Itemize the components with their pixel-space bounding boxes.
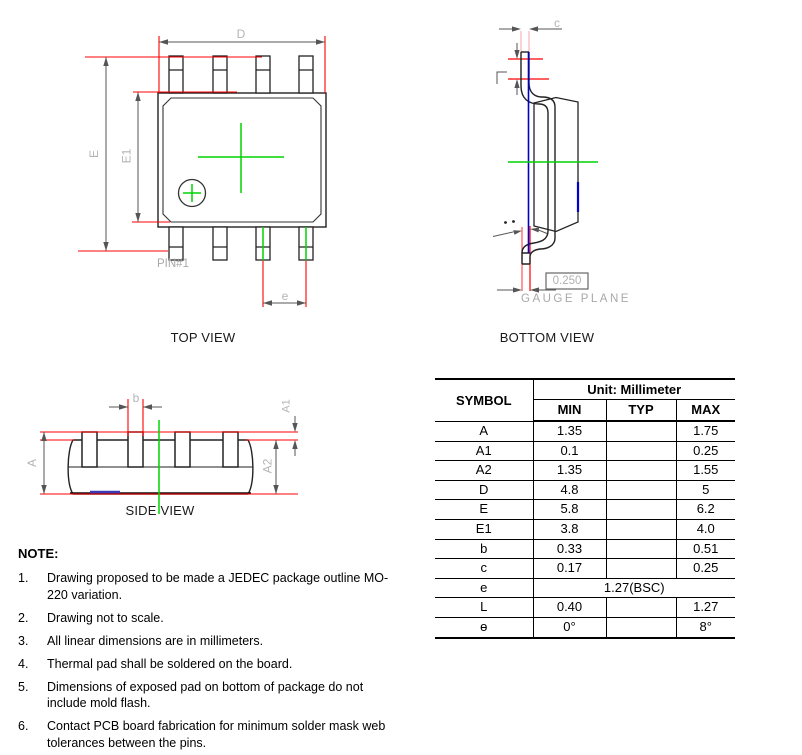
dim-label-e: e [281, 289, 289, 303]
cell-symbol: D [435, 480, 533, 500]
note-text [47, 718, 407, 751]
cell-max: 8° [676, 617, 735, 637]
cell-min: 0.40 [533, 598, 606, 618]
note-line: include mold flash. [47, 696, 151, 710]
side-view-drawing [40, 399, 298, 514]
cell-symbol: A [435, 421, 533, 441]
cell-max: 5 [676, 480, 735, 500]
cell-typ [606, 598, 676, 618]
dim-label-A1: A1 [280, 399, 293, 413]
bottom-pins [169, 227, 313, 260]
cell-typ [606, 519, 676, 539]
notes-section [18, 546, 430, 755]
note-line: tolerances between the pins. [47, 735, 207, 750]
cell-max: 1.75 [676, 421, 735, 441]
table-row [435, 500, 735, 520]
note-line: Dimensions of exposed pad on bottom of package do not [47, 679, 364, 694]
package-body-outline [158, 93, 326, 227]
cell-max: 0.25 [676, 441, 735, 461]
note-item [18, 570, 430, 603]
note-line: Drawing proposed to be made a JEDEC package outline MO- [47, 571, 389, 585]
note-number: 4. [18, 656, 29, 671]
gauge-value: 0.250 [552, 275, 582, 287]
top-view-title: TOP VIEW [170, 330, 236, 345]
pin1-label: PIN#1 [157, 258, 189, 270]
note-text [47, 610, 407, 627]
table-row [435, 441, 735, 461]
cell-min: 4.8 [533, 480, 606, 500]
cell-symbol: e [435, 578, 533, 598]
note-number: 3. [18, 633, 29, 648]
table-row [435, 559, 735, 579]
cell-min: 0.33 [533, 539, 606, 559]
cell-symbol: E1 [435, 519, 533, 539]
note-item [18, 633, 430, 650]
cell-min: 0.17 [533, 559, 606, 579]
cell-typ [606, 461, 676, 481]
cell-max: 4.0 [676, 519, 735, 539]
bottom-view-title: BOTTOM VIEW [499, 330, 595, 345]
note-line: All linear dimensions are in millimeters. [47, 633, 264, 648]
cell-typ [606, 441, 676, 461]
table-header-max: MAX [676, 400, 735, 422]
cell-max: 6.2 [676, 500, 735, 520]
note-line: 220 variation. [47, 587, 123, 602]
cell-min: 1.35 [533, 461, 606, 481]
side-view-title: SIDE VIEW [125, 503, 195, 518]
dim-label-b: b [132, 391, 140, 405]
table-row [435, 421, 735, 441]
top-view-drawing [78, 36, 326, 307]
table-row [435, 519, 735, 539]
gauge-plane-label: GAUGE PLANE [521, 293, 631, 305]
table-row [435, 539, 735, 559]
table-row [435, 617, 735, 637]
dim-label-D: D [236, 27, 246, 41]
l-dimension [497, 43, 520, 95]
table-header-min: MIN [533, 400, 606, 422]
cell-min: 0° [533, 617, 606, 637]
cell-symbol: L [435, 598, 533, 618]
cell-typ [606, 617, 676, 637]
cell-typ [606, 559, 676, 579]
cell-max: 1.55 [676, 461, 735, 481]
note-number: 6. [18, 719, 29, 733]
cell-min: 3.8 [533, 519, 606, 539]
bottom-body-outline [534, 98, 578, 232]
cell-typ [606, 480, 676, 500]
table-header-unit: Unit: Millimeter [533, 379, 735, 400]
cell-max: 0.25 [676, 559, 735, 579]
top-pins [169, 56, 313, 93]
cell-typ [606, 539, 676, 559]
note-item [18, 718, 430, 751]
dim-label-E: E [87, 149, 102, 159]
cell-symbol: A2 [435, 461, 533, 481]
note-number: 2. [18, 610, 29, 625]
notes-heading: NOTE: [18, 546, 59, 561]
cell-min: 0.1 [533, 441, 606, 461]
note-text [47, 570, 407, 603]
cell-symbol: E [435, 500, 533, 520]
note-item [18, 610, 430, 627]
note-number: 1. [18, 571, 29, 585]
note-item [18, 679, 430, 712]
note-text [47, 633, 407, 650]
note-line: Thermal pad shall be soldered on the board. [47, 656, 293, 671]
dimension-table [435, 378, 735, 639]
dim-label-A: A [25, 458, 40, 468]
table-row-e [435, 578, 735, 598]
cell-max: 0.51 [676, 539, 735, 559]
cell-min: 5.8 [533, 500, 606, 520]
dim-label-c: c [554, 16, 560, 30]
table-row [435, 598, 735, 618]
note-line: Drawing not to scale. [47, 610, 164, 625]
table-header-typ: TYP [606, 400, 676, 422]
note-text [47, 656, 407, 673]
cell-typ [606, 421, 676, 441]
note-text [47, 679, 407, 712]
cell-symbol: ɵ [435, 617, 533, 637]
note-item [18, 656, 430, 673]
cell-symbol: A1 [435, 441, 533, 461]
table-row [435, 461, 735, 481]
cell-max: 1.27 [676, 598, 735, 618]
table-row [435, 480, 735, 500]
cell-symbol: b [435, 539, 533, 559]
note-number: 5. [18, 679, 29, 694]
note-line: Contact PCB board fabrication for minimum solder mask web [47, 719, 386, 733]
dim-label-E1: E1 [119, 148, 134, 164]
cell-span-value: 1.27(BSC) [533, 578, 735, 598]
cell-typ [606, 500, 676, 520]
cell-symbol: c [435, 559, 533, 579]
bottom-view-drawing [493, 26, 598, 292]
table-header-symbol: SYMBOL [435, 379, 533, 421]
cell-min: 1.35 [533, 421, 606, 441]
dim-label-A2: A2 [260, 458, 275, 474]
